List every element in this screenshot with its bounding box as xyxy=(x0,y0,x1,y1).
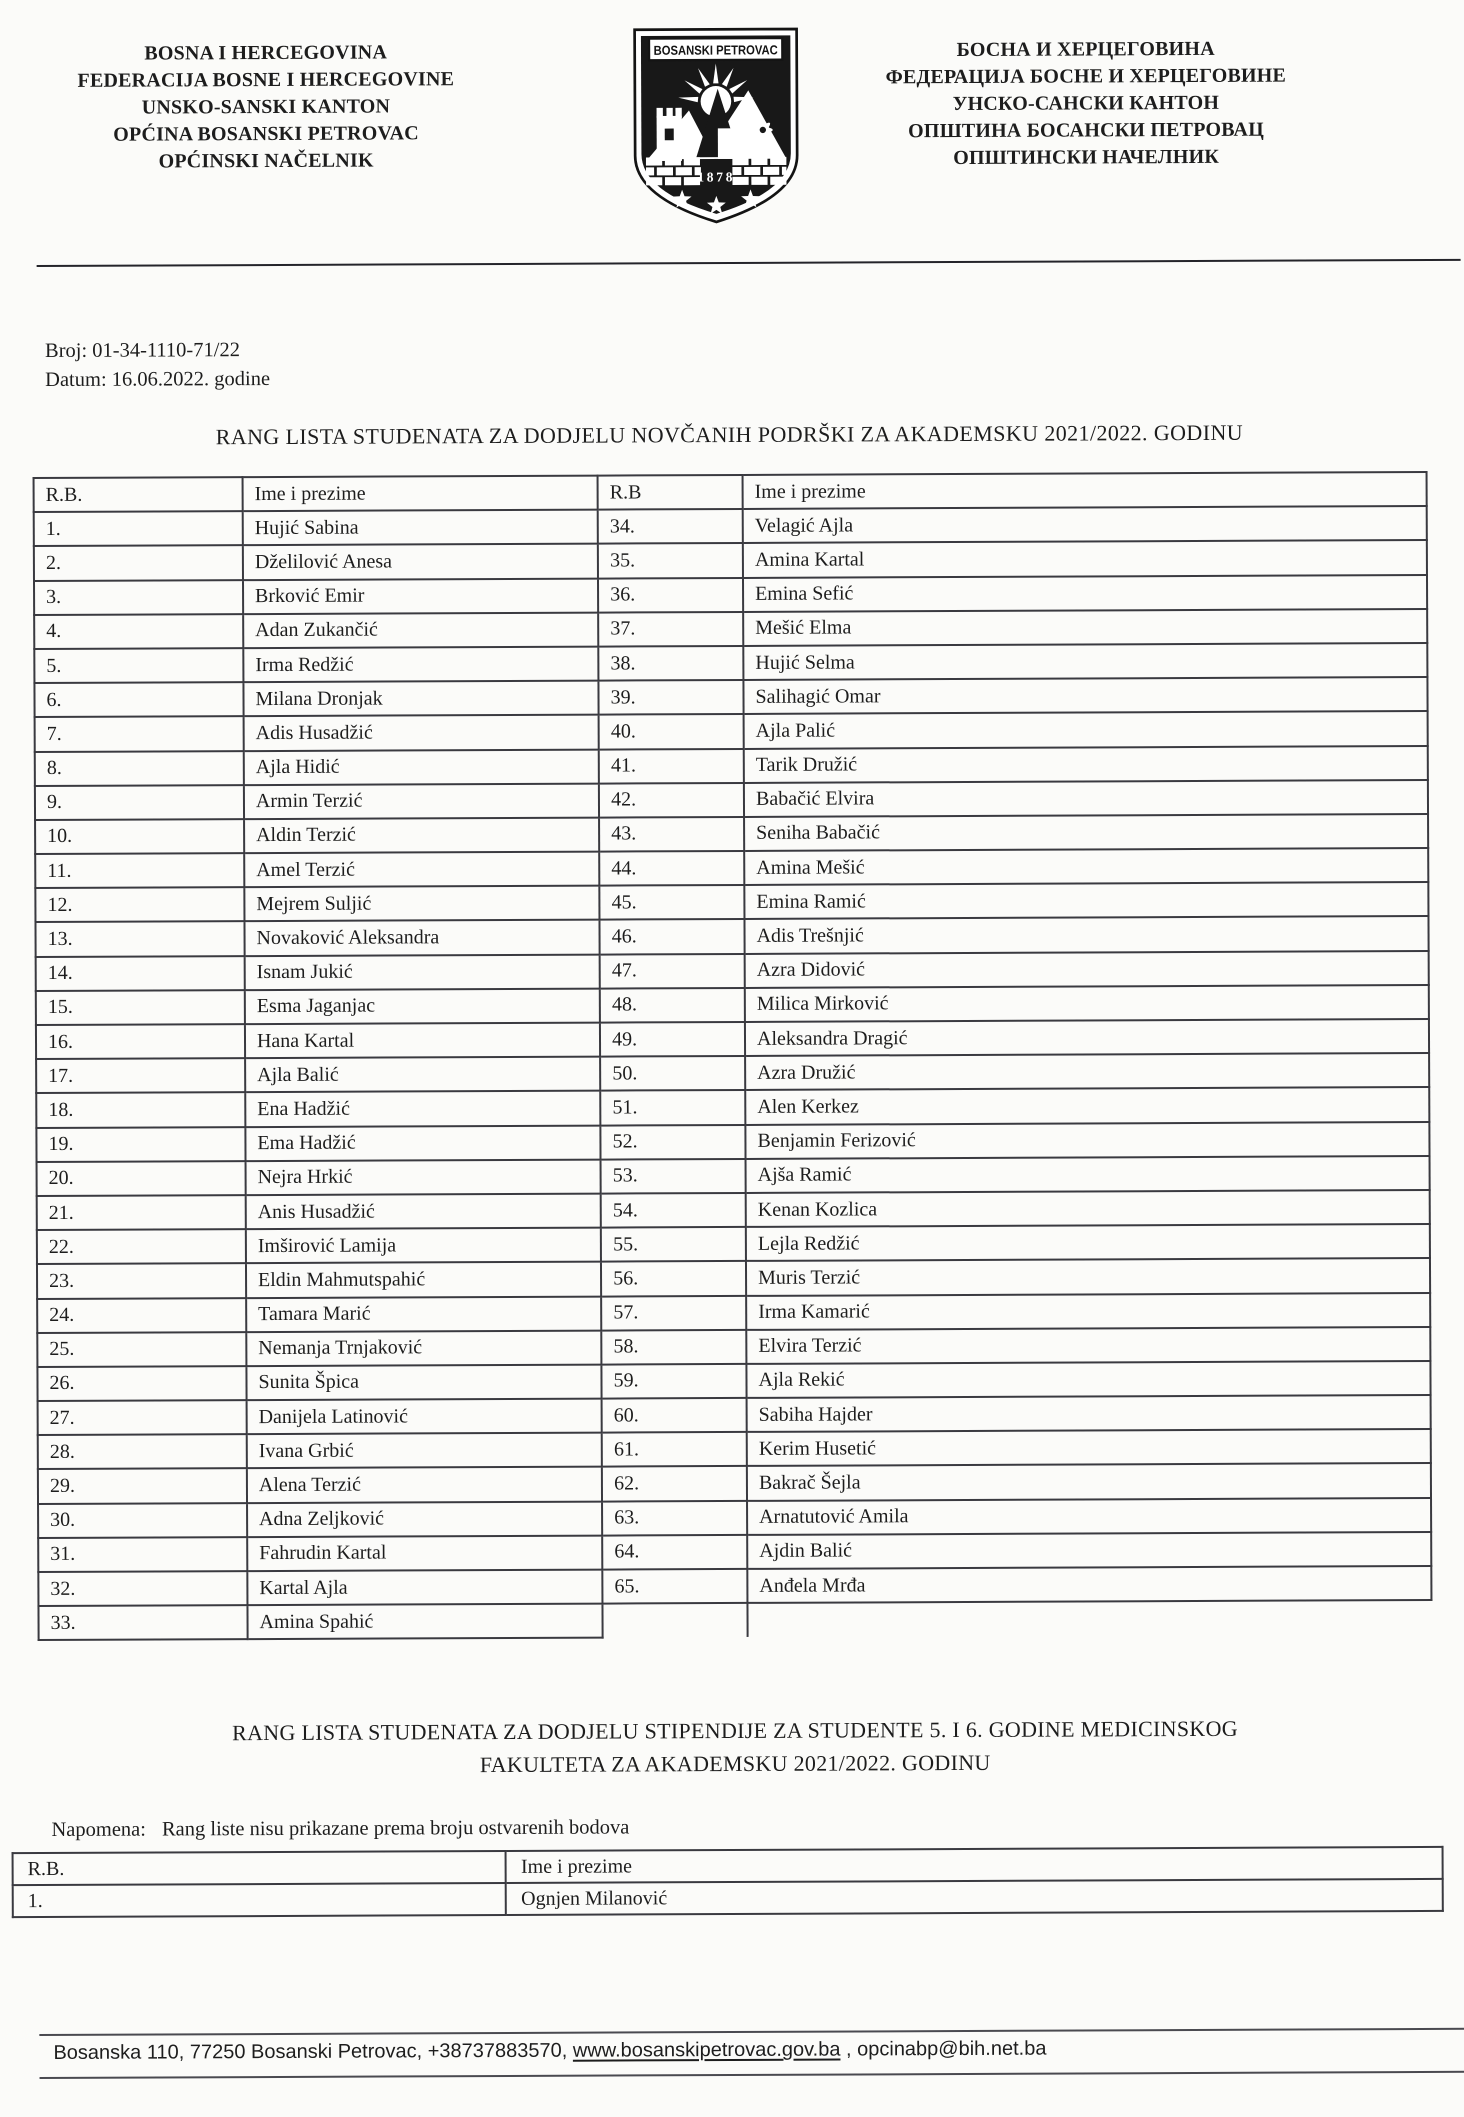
rank-cell: 10. xyxy=(35,819,244,854)
name-cell: Amel Terzić xyxy=(244,852,599,888)
rank-cell: 38. xyxy=(598,646,743,681)
name-cell: Brković Emir xyxy=(243,578,598,614)
name-cell xyxy=(747,1600,1431,1637)
name-cell: Mešić Elma xyxy=(743,609,1427,646)
name-cell: Ajdin Balić xyxy=(747,1532,1431,1569)
table-row xyxy=(38,1600,1431,1640)
name-cell: Ema Hadžić xyxy=(245,1125,600,1161)
note-text: Rang liste nisu prikazane prema broju ostvarenih bodova xyxy=(161,1816,630,1841)
name-cell: Amina Kartal xyxy=(743,540,1427,577)
rank-cell: 60. xyxy=(602,1398,747,1433)
rank-cell: 4. xyxy=(34,614,243,649)
name-cell: Esma Jaganjac xyxy=(245,988,600,1024)
name-cell: Irma Kamarić xyxy=(746,1292,1430,1329)
name-cell: Seniha Babačić xyxy=(744,814,1428,851)
document-date: Datum: 16.06.2022. godine xyxy=(45,368,271,391)
header-right-line: БОСНА И ХЕРЦЕГОВИНА xyxy=(956,37,1215,62)
name-cell: Anđela Mrđa xyxy=(747,1566,1431,1603)
name-cell: Ajla Hidić xyxy=(244,749,599,785)
rank-cell: 12. xyxy=(35,887,244,922)
name-cell: Nemanja Trnjaković xyxy=(246,1330,601,1366)
header-divider-line xyxy=(37,259,1461,267)
rank-cell: 32. xyxy=(38,1571,247,1606)
table-row xyxy=(13,1879,1443,1917)
rank-cell: 55. xyxy=(601,1227,746,1262)
rank-cell: 45. xyxy=(599,885,744,920)
emblem-year: 1878 xyxy=(697,169,736,185)
document-header xyxy=(0,0,1460,239)
name-cell: Bakrač Šejla xyxy=(747,1463,1431,1500)
emblem-banner-text: BOSANSKI PETROVAC xyxy=(653,42,798,58)
rank-cell: 62. xyxy=(602,1466,747,1501)
rank-cell: 64. xyxy=(602,1535,747,1570)
name-cell: Kerim Husetić xyxy=(747,1429,1431,1466)
header-left-line: OPĆINSKI NAČELNIK xyxy=(158,149,374,173)
rank-cell: 59. xyxy=(602,1364,747,1399)
rank-cell: 18. xyxy=(36,1092,245,1127)
name-cell: Hujić Selma xyxy=(743,643,1427,680)
rank-cell: 65. xyxy=(602,1569,747,1604)
name-cell: Adis Trešnjić xyxy=(744,916,1428,953)
rank-cell: 15. xyxy=(36,990,245,1025)
header-right-line: ФЕДЕРАЦИЈА БОСНЕ И ХЕРЦЕГОВИНЕ xyxy=(885,64,1287,89)
name-cell: Kenan Kozlica xyxy=(746,1190,1430,1227)
rank-cell: 36. xyxy=(598,578,743,613)
rank-cell: 57. xyxy=(601,1295,746,1330)
name-cell: Ena Hadžić xyxy=(245,1091,600,1127)
name-cell: Adan Zukančić xyxy=(243,612,598,648)
name-cell: Aleksandra Dragić xyxy=(745,1019,1429,1056)
rank-cell: 2. xyxy=(34,546,243,581)
name-cell: Nejra Hrkić xyxy=(245,1159,600,1195)
main-title: RANG LISTA STUDENATA ZA DODJELU NOVČANIH PODRŠKI ZA AKADEMSKU 2021/2022. GODINU xyxy=(215,419,1244,450)
header-right-line: ОПШТИНА БОСАНСКИ ПЕТРОВАЦ xyxy=(908,118,1264,143)
rank-cell: 39. xyxy=(599,680,744,715)
name-cell: Tarik Družić xyxy=(744,745,1428,782)
rank-cell: 5. xyxy=(34,648,243,683)
rank-cell: 34. xyxy=(598,509,743,544)
rank-cell xyxy=(603,1603,748,1638)
rank-cell: 61. xyxy=(602,1432,747,1467)
name-cell: Amina Mešić xyxy=(744,848,1428,885)
rank-cell: 19. xyxy=(36,1127,245,1162)
rank-cell: 54. xyxy=(601,1193,746,1228)
rank-cell: 41. xyxy=(599,748,744,783)
name-cell: Sunita Špica xyxy=(246,1364,601,1400)
column-header-rank: R.B. xyxy=(13,1851,506,1885)
rank-cell: 22. xyxy=(37,1229,246,1264)
header-left-line: BOSNA I HERCEGOVINA xyxy=(144,41,388,65)
header-left-line: UNSKO-SANSKI KANTON xyxy=(141,95,391,119)
name-cell: Irma Redžić xyxy=(243,647,598,683)
name-cell: Muris Terzić xyxy=(746,1258,1430,1295)
name-cell: Anis Husadžić xyxy=(246,1194,601,1230)
header-left-line: FEDERACIJA BOSNE I HERCEGOVINE xyxy=(77,68,455,92)
rank-cell: 1. xyxy=(34,511,243,546)
name-cell: Fahrudin Kartal xyxy=(247,1535,602,1571)
second-title-line: FAKULTETA ZA AKADEMSKU 2021/2022. GODINU xyxy=(479,1750,991,1778)
name-cell: Novaković Aleksandra xyxy=(244,920,599,956)
name-cell: Lejla Redžić xyxy=(746,1224,1430,1261)
rank-cell: 43. xyxy=(599,817,744,852)
reference-block xyxy=(45,331,1461,395)
name-cell: Ivana Grbić xyxy=(247,1433,602,1469)
name-cell: Sabiha Hajder xyxy=(747,1395,1431,1432)
header-left-line: OPĆINA BOSANSKI PETROVAC xyxy=(113,122,419,146)
name-cell: Emina Sefić xyxy=(743,575,1427,612)
rank-cell: 47. xyxy=(600,954,745,989)
rank-cell: 14. xyxy=(36,956,245,991)
name-cell: Adis Husadžić xyxy=(244,715,599,751)
header-right-line: УНСКО-САНСКИ КАНТОН xyxy=(952,91,1220,116)
name-cell: Kartal Ajla xyxy=(247,1570,602,1606)
header-right-block xyxy=(836,19,1337,172)
column-header-name: Ime i prezime xyxy=(506,1847,1443,1883)
name-cell: Milica Mirković xyxy=(745,985,1429,1022)
name-cell: Aldin Terzić xyxy=(244,817,599,853)
name-cell: Isnam Jukić xyxy=(245,954,600,990)
name-cell: Eldin Mahmutspahić xyxy=(246,1262,601,1298)
rank-cell: 3. xyxy=(34,580,243,615)
rank-cell: 49. xyxy=(600,1022,745,1057)
name-cell: Azra Didović xyxy=(745,951,1429,988)
rank-cell: 23. xyxy=(37,1263,246,1298)
rank-cell: 21. xyxy=(37,1195,246,1230)
rank-cell: 9. xyxy=(35,785,244,820)
name-cell: Salihagić Omar xyxy=(743,677,1427,714)
column-header-rank-left: R.B. xyxy=(34,477,243,512)
name-cell: Danijela Latinović xyxy=(247,1399,602,1435)
rank-cell: 51. xyxy=(600,1090,745,1125)
name-cell: Amina Spahić xyxy=(247,1604,602,1640)
rank-cell: 29. xyxy=(38,1469,247,1504)
rank-cell: 25. xyxy=(37,1332,246,1367)
coat-of-arms-icon xyxy=(626,22,807,237)
rank-cell: 30. xyxy=(38,1503,247,1538)
name-cell: Imširović Lamija xyxy=(246,1228,601,1264)
footer xyxy=(39,2028,1464,2079)
rank-cell: 48. xyxy=(600,988,745,1023)
rank-cell: 27. xyxy=(38,1400,247,1435)
name-cell: Dželilović Anesa xyxy=(243,544,598,580)
rank-cell: 42. xyxy=(599,783,744,818)
rank-cell: 17. xyxy=(36,1058,245,1093)
second-title xyxy=(23,1711,1447,1783)
name-cell: Arnatutović Amila xyxy=(747,1498,1431,1535)
rank-cell: 31. xyxy=(38,1537,247,1572)
name-cell: Velagić Ajla xyxy=(743,506,1427,543)
medical-students-table xyxy=(12,1846,1444,1918)
name-cell: Adna Zeljković xyxy=(247,1501,602,1537)
name-cell: Alena Terzić xyxy=(247,1467,602,1503)
rank-cell: 35. xyxy=(598,543,743,578)
column-header-name-right: Ime i prezime xyxy=(743,472,1427,509)
rank-cell: 40. xyxy=(599,714,744,749)
rank-cell: 53. xyxy=(601,1159,746,1194)
name-cell: Elvira Terzić xyxy=(746,1327,1430,1364)
footer-website-link[interactable]: www.bosanskipetrovac.gov.ba xyxy=(572,2038,841,2063)
name-cell: Emina Ramić xyxy=(744,882,1428,919)
footer-email: , opcinabp@bih.net.ba xyxy=(840,2038,1047,2061)
rank-cell: 13. xyxy=(35,922,244,957)
column-header-name-left: Ime i prezime xyxy=(242,476,597,512)
name-cell: Milana Dronjak xyxy=(243,681,598,717)
name-cell: Ajla Rekić xyxy=(746,1361,1430,1398)
rank-cell: 44. xyxy=(599,851,744,886)
rank-cell: 56. xyxy=(601,1261,746,1296)
header-right-line: ОПШТИНСКИ НАЧЕЛНИК xyxy=(953,145,1220,170)
rank-cell: 8. xyxy=(35,751,244,786)
name-cell: Ognjen Milanović xyxy=(506,1879,1443,1915)
document-number: Broj: 01-34-1110-71/22 xyxy=(44,339,240,362)
second-title-line: RANG LISTA STUDENATA ZA DODJELU STIPENDIJE ZA STUDENTE 5. I 6. GODINE MEDICINSKOG xyxy=(232,1716,1238,1746)
name-cell: Hujić Sabina xyxy=(243,510,598,546)
rank-cell: 50. xyxy=(600,1056,745,1091)
note xyxy=(51,1813,1464,1842)
name-cell: Alen Kerkez xyxy=(745,1087,1429,1124)
flower-icon xyxy=(753,120,773,140)
rank-cell: 58. xyxy=(601,1330,746,1365)
name-cell: Ajla Balić xyxy=(245,1057,600,1093)
rank-cell: 33. xyxy=(38,1605,247,1640)
name-cell: Armin Terzić xyxy=(244,783,599,819)
name-cell: Ajla Palić xyxy=(744,711,1428,748)
name-cell: Azra Družić xyxy=(745,1053,1429,1090)
rank-cell: 16. xyxy=(36,1024,245,1059)
column-header-rank-right: R.B xyxy=(598,475,743,510)
castle-tower-icon xyxy=(657,108,682,161)
rank-cell: 20. xyxy=(37,1161,246,1196)
name-cell: Ajša Ramić xyxy=(746,1156,1430,1193)
rank-cell: 28. xyxy=(38,1434,247,1469)
footer-address: Bosanska 110, 77250 Bosanski Petrovac, +38737883570, xyxy=(53,2040,573,2065)
header-left-block xyxy=(56,23,477,176)
note-label: Napomena: xyxy=(51,1818,146,1842)
rank-cell: 24. xyxy=(37,1298,246,1333)
name-cell: Mejrem Suljić xyxy=(244,886,599,922)
rank-cell: 63. xyxy=(602,1501,747,1536)
rank-cell: 37. xyxy=(598,612,743,647)
rank-cell: 52. xyxy=(601,1125,746,1160)
rank-cell: 1. xyxy=(13,1883,506,1917)
name-cell: Hana Kartal xyxy=(245,1023,600,1059)
rank-cell: 7. xyxy=(35,716,244,751)
rank-cell: 26. xyxy=(37,1366,246,1401)
name-cell: Babačić Elvira xyxy=(744,780,1428,817)
name-cell: Tamara Marić xyxy=(246,1296,601,1332)
students-rank-table xyxy=(33,471,1433,1641)
name-cell: Benjamin Ferizović xyxy=(745,1122,1429,1159)
rank-cell: 11. xyxy=(35,853,244,888)
rank-cell: 46. xyxy=(600,919,745,954)
rank-cell: 6. xyxy=(34,682,243,717)
